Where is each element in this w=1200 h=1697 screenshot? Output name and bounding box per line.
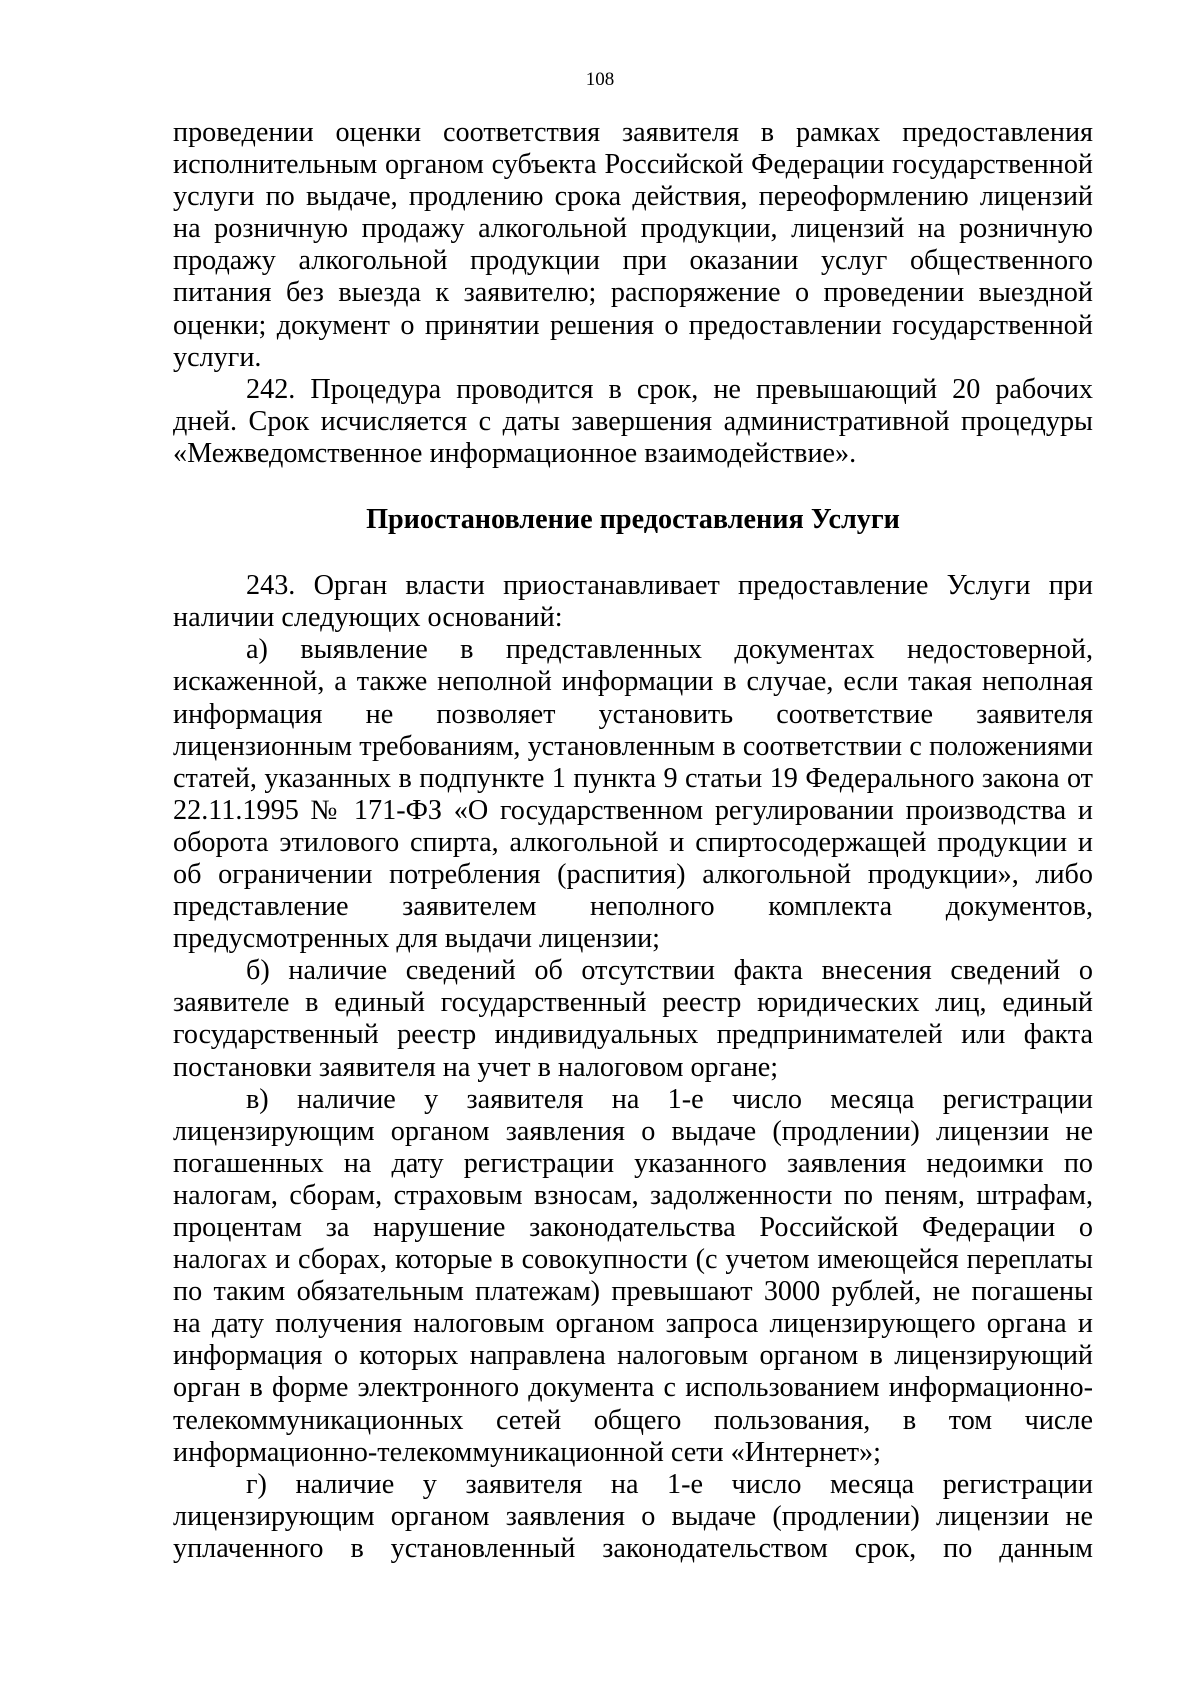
list-item-b: б) наличие сведений об отсутствии факта внесения сведений о заявителе в единый государственный реестр юридических лиц, единый государственный реестр индивидуальных предпринимателей или факта постановки заявителя на учет в налоговом органе;	[173, 955, 1093, 1083]
list-item-g: г) наличие у заявителя на 1-е число месяца регистрации лицензирующим органом заявления о выдаче (продлении) лицензии не уплаченного в установленный законодательством срок, по данным	[173, 1468, 1093, 1564]
paragraph-continuation: проведении оценки соответствия заявителя в рамках предоставления исполнительным органом субъекта Российской Федерации государственной услуги по выдаче, продлению срока действия, переоформлению лицензий на розничную продажу алкогольной продукции, лицензий на розничную продажу алкогольной продукции при оказании услуг общественного питания без выезда к заявителю; распоряжение о проведении выездной оценки; документ о принятии решения о предоставлении государственной услуги.	[173, 117, 1093, 373]
page-number: 108	[585, 69, 615, 90]
paragraph-243: 243. Орган власти приостанавливает предоставление Услуги при наличии следующих оснований:	[173, 570, 1093, 634]
section-heading: Приостановление предоставления Услуги	[366, 504, 900, 536]
paragraph-242: 242. Процедура проводится в срок, не превышающий 20 рабочих дней. Срок исчисляется с даты завершения административной процедуры «Межведомственное информационное взаимодействие».	[173, 373, 1093, 469]
document-body	[173, 117, 1093, 1565]
list-item-a: а) выявление в представленных документах недостоверной, искаженной, а также неполной информации в случае, если такая неполная информация не позволяет установить соответствие заявителя лицензионным требованиям, установленным в соответствии с положениями статей, указанных в подпункте 1 пункта 9 статьи 19 Федерального закона от 22.11.1995 № 171-ФЗ «О государственном регулировании производства и оборота этилового спирта, алкогольной и спиртосодержащей продукции и об ограничении потребления (распития) алкогольной продукции», либо представление заявителем неполного комплекта документов, предусмотренных для выдачи лицензии;	[173, 634, 1093, 955]
list-item-v: в) наличие у заявителя на 1-е число месяца регистрации лицензирующим органом заявления о выдаче (продлении) лицензии не погашенных на дату регистрации указанного заявления недоимки по налогам, сборам, страховым взносам, задолженности по пеням, штрафам, процентам за нарушение законодательства Российской Федерации о налогах и сборах, которые в совокупности (с учетом имеющейся переплаты по таким обязательным платежам) превышают 3000 рублей, не погашены на дату получения налоговым органом запроса лицензирующего органа и информация о которых направлена налоговым органом в лицензирующий орган в форме электронного документа с использованием информационно-телекоммуникационных сетей общего пользования, в том числе информационно-телекоммуникационной сети «Интернет»;	[173, 1083, 1093, 1468]
